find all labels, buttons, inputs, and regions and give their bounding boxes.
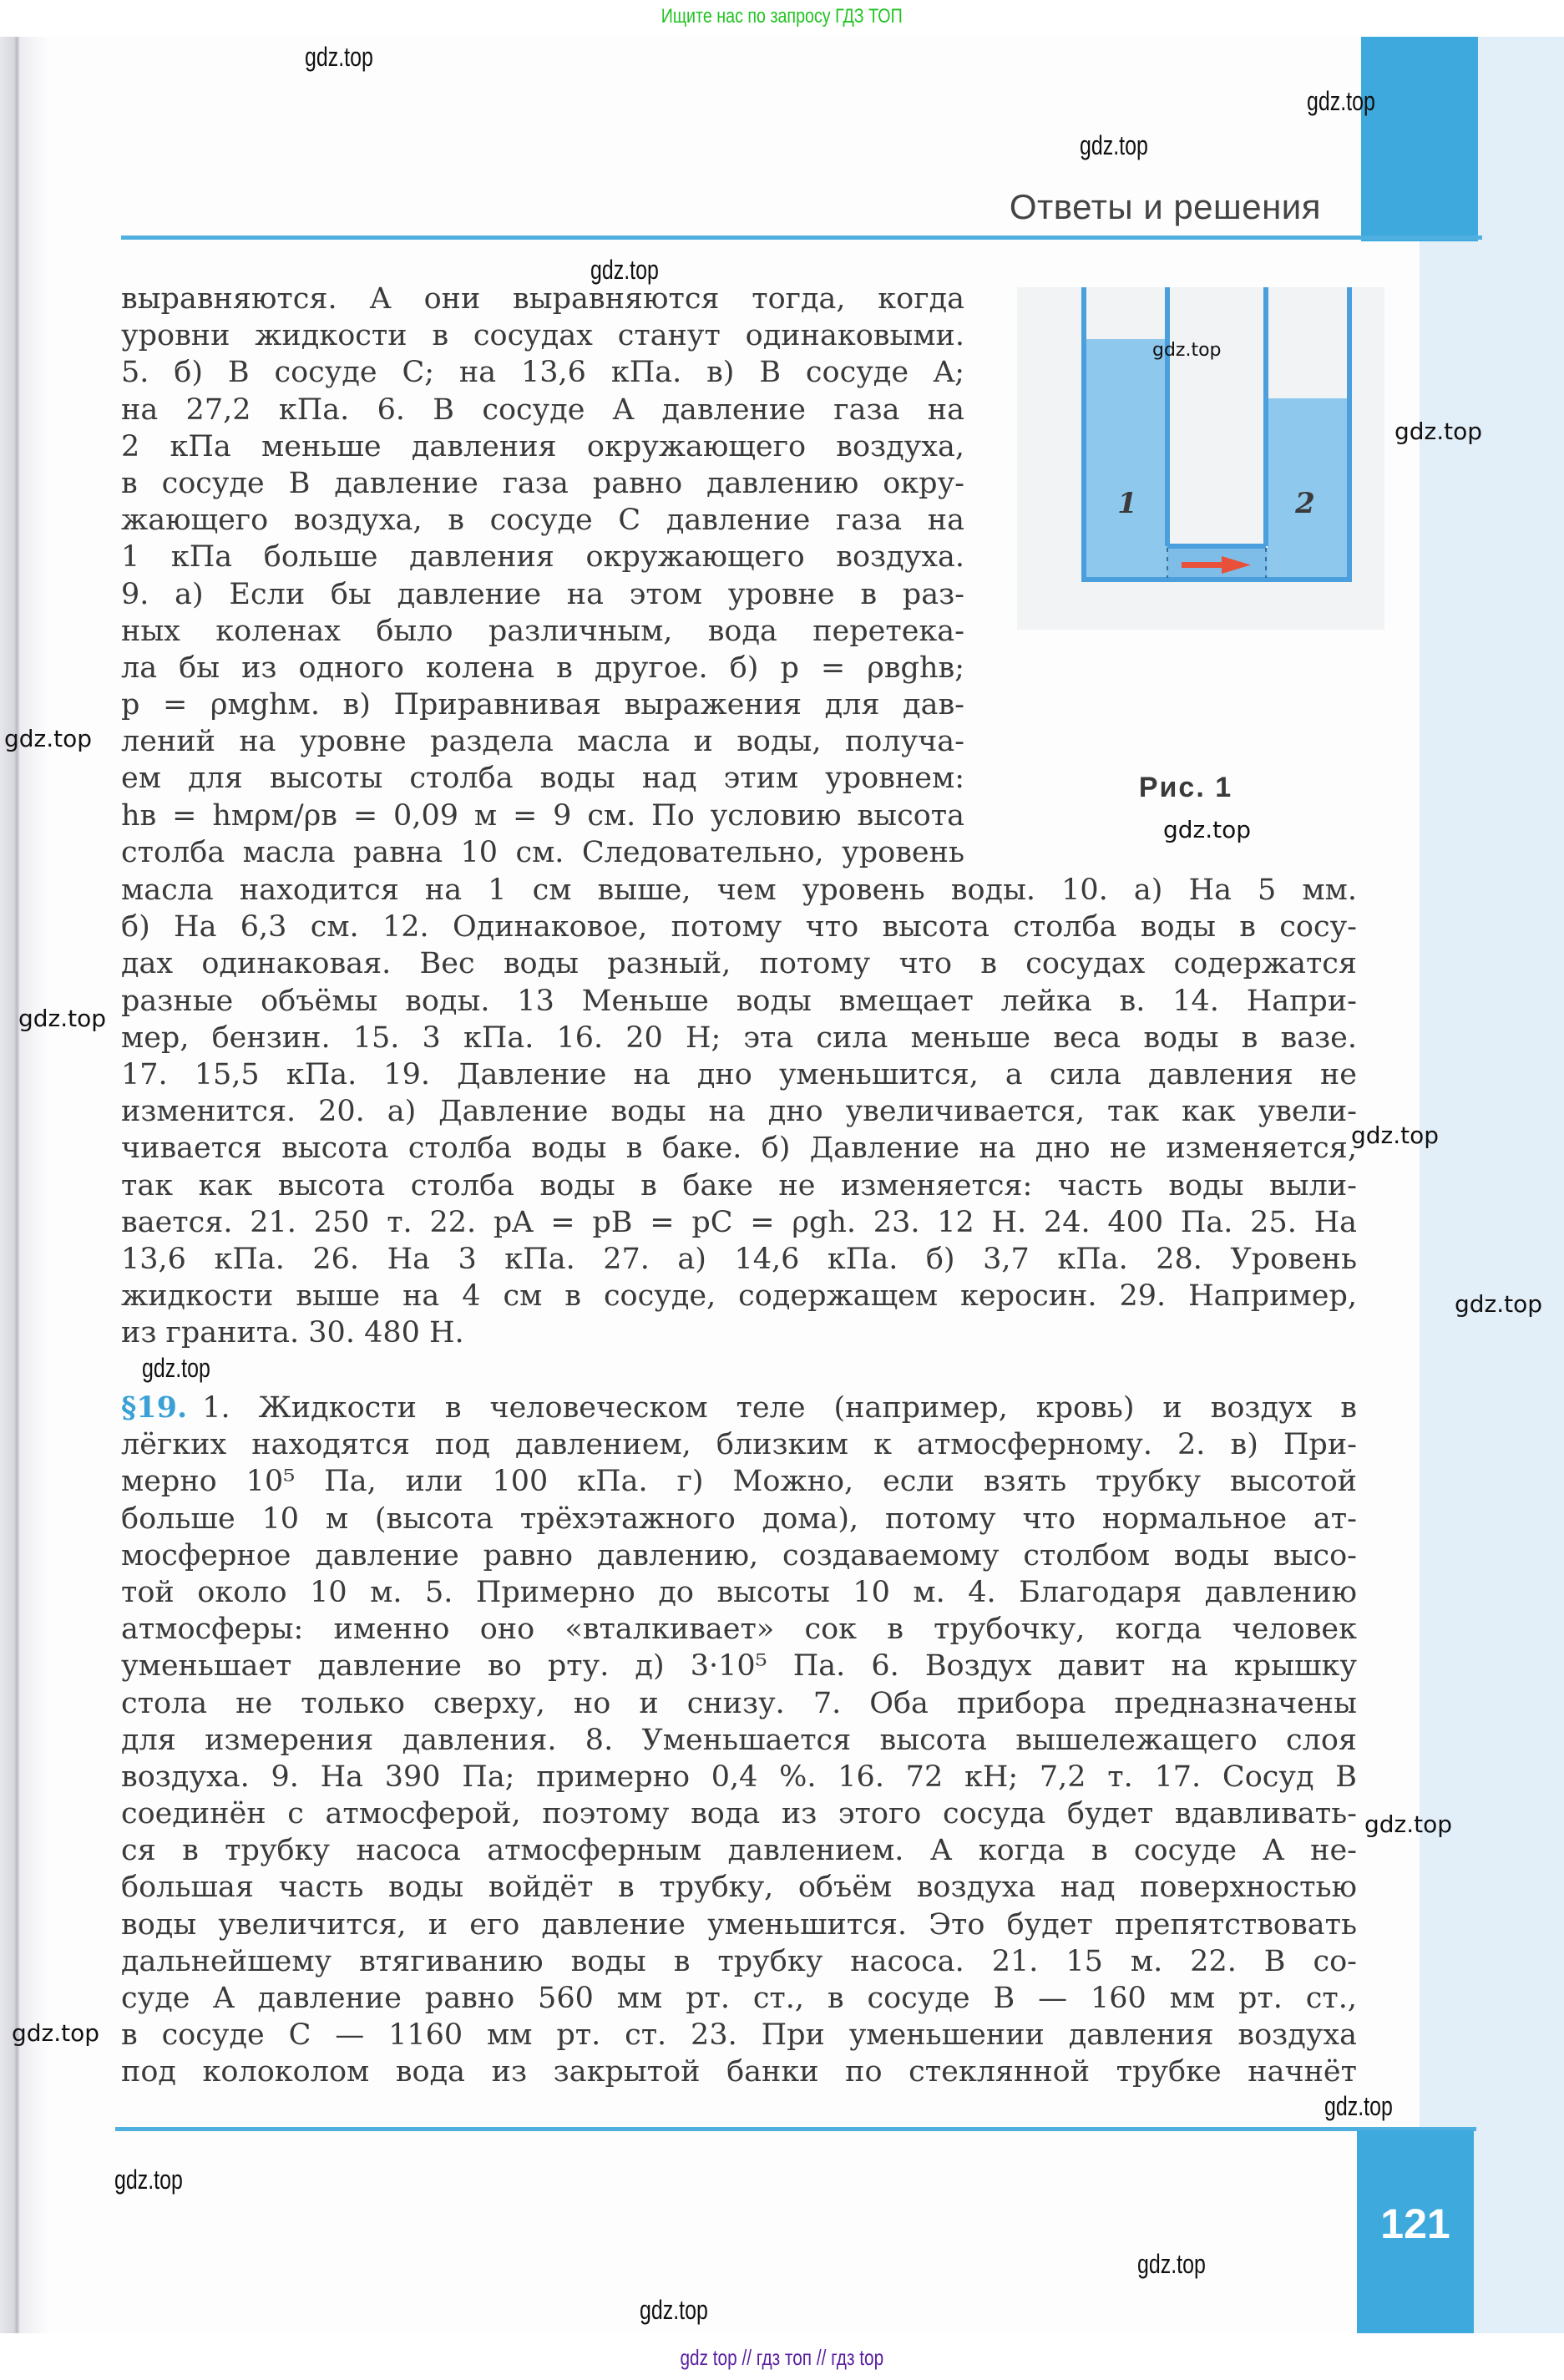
- text-line: лёгких находятся под давлением, близким к атмосферному. 2. в) При-: [121, 1428, 1357, 1462]
- text-line: уменьшает давление во рту. д) 3·10⁵ Па. 6. Воздух давит на крышку: [121, 1649, 1357, 1684]
- text-line: атмосферы: именно оно «вталкивает» сок в трубочку, когда человек: [121, 1613, 1357, 1647]
- page-header-title: Ответы и решения: [1009, 187, 1321, 226]
- text-line: столба масла равна 10 см. Следовательно, уровень: [121, 835, 964, 869]
- text-line: 5. б) В сосуде C; на 13,6 кПа. в) В сосуде A;: [121, 356, 964, 390]
- text-line: стола не только сверху, но и снизу. 7. Оба прибора предназначены: [121, 1686, 1357, 1720]
- text-line: воздуха. 9. На 390 Па; примерно 0,4 %. 16. 72 кН; 7,2 т. 17. Сосуд B: [121, 1760, 1357, 1794]
- text-line: p = ρмghм. в) Приравнивая выражения для дав-: [121, 688, 964, 722]
- text-line: 2 кПа меньше давления окружающего воздуха,: [121, 429, 964, 463]
- watermark: gdz.top: [18, 1005, 107, 1032]
- text-line: суде A давление равно 560 мм рт. ст., в сосуде B — 160 мм рт. ст.,: [121, 1982, 1357, 2015]
- top-banner-text: Ищите нас по запросу ГДЗ ТОП: [661, 5, 903, 28]
- text-line: больше 10 м (высота трёхэтажного дома), потому что нормальное ат-: [121, 1501, 1357, 1536]
- text-line: соединён с атмосферой, поэтому вода из этого сосуда будет вдавливать-: [121, 1797, 1357, 1831]
- vessels-diagram: [1017, 287, 1384, 630]
- text-line: той около 10 м. 5. Примерно до высоты 10 м. 4. Благодаря давлению: [121, 1575, 1357, 1609]
- watermark: gdz.top: [1455, 1290, 1543, 1318]
- text-line: 9. а) Если бы давление на этом уровне в раз-: [121, 577, 964, 611]
- text-line: из гранита. 30. 480 Н.: [121, 1316, 464, 1350]
- section-tab-top: [1361, 37, 1478, 241]
- watermark: gdz.top: [114, 2165, 183, 2195]
- figure-caption: Рис. 1: [1138, 772, 1233, 803]
- text-line: большая часть воды войдёт в трубку, объём воздуха над поверхностью: [121, 1871, 1357, 1905]
- watermark: gdz.top: [1351, 1122, 1440, 1149]
- watermark: gdz.top: [1163, 816, 1252, 843]
- text-line: масла находится на 1 см выше, чем уровень воды. 10. а) На 5 мм.: [121, 874, 1357, 907]
- text-line: мосферное давление равно давлению, создаваемому столбом воды высо-: [121, 1538, 1357, 1572]
- text-line-content: 1. Жидкости в человеческом теле (например, кровь) и воздух в: [202, 1391, 1357, 1425]
- footer-rule: [115, 2127, 1476, 2131]
- figure-communicating-vessels: [1017, 287, 1384, 630]
- text-line: так как высота столба воды в баке не изменяется: часть воды выли-: [121, 1168, 1357, 1203]
- page-spine-shadow: [0, 37, 50, 2333]
- top-banner: [0, 0, 1564, 37]
- text-line: в сосуде C — 1160 мм рт. ст. 23. При уменьшении давления воздуха: [121, 2018, 1357, 2053]
- text-line: выравняются. А они выравняются тогда, когда: [121, 282, 964, 316]
- book-page: [0, 37, 1564, 2333]
- text-block-wide: [121, 872, 1357, 1351]
- text-line: для измерения давления. 8. Уменьшается высота вышележащего слоя: [121, 1723, 1357, 1757]
- page-margin-strip: [1420, 37, 1564, 2333]
- text-line: уровни жидкости в сосудах станут одинаковыми.: [121, 319, 964, 353]
- text-line: изменится. 20. а) Давление воды на дно увеличивается, так как увели-: [121, 1095, 1357, 1129]
- bottom-banner-text: gdz top // гдз топ // гдз top: [680, 2345, 884, 2370]
- text-line: ем для высоты столба воды над этим уровнем:: [121, 762, 964, 796]
- text-line: мерно 10⁵ Па, или 100 кПа. г) Можно, если взять трубку высотой: [121, 1465, 1357, 1499]
- text-line: чивается высота столба воды в баке. б) Давление на дно не изменяется,: [121, 1132, 1357, 1166]
- watermark: gdz.top: [142, 1353, 210, 1383]
- watermark: gdz.top: [1307, 86, 1375, 116]
- section-label: §19.: [121, 1390, 188, 1425]
- text-block-narrow: [121, 281, 964, 871]
- text-line: жающего воздуха, в сосуде C давление газа на: [121, 504, 964, 538]
- watermark: gdz.top: [1152, 340, 1222, 361]
- watermark: gdz.top: [640, 2295, 708, 2325]
- watermark: gdz.top: [1080, 130, 1148, 160]
- text-line: воды увеличится, и его давление уменьшится. Это будет препятствовать: [121, 1907, 1357, 1942]
- watermark: gdz.top: [1364, 1810, 1453, 1838]
- watermark: gdz.top: [305, 42, 373, 72]
- text-line: ся в трубку насоса атмосферным давлением. А когда в сосуде A не-: [121, 1834, 1357, 1868]
- watermark: gdz.top: [4, 725, 93, 752]
- watermark: gdz.top: [1137, 2249, 1206, 2279]
- text-line: дальнейшему втягиванию воды в трубку насоса. 21. 15 м. 22. В со-: [121, 1944, 1357, 1978]
- text-line: [121, 1390, 1357, 1426]
- page-number: 121: [1380, 2200, 1450, 2247]
- text-line: вается. 21. 250 т. 22. pA = pB = pC = ρgh. 23. 12 Н. 24. 400 Па. 25. На: [121, 1205, 1357, 1239]
- vessel-label-1: 1: [1117, 487, 1137, 520]
- text-line: ла бы из одного колена в другое. б) p = ρвghв;: [121, 651, 964, 685]
- watermark: gdz.top: [1324, 2091, 1393, 2121]
- bottom-banner: [0, 2338, 1564, 2380]
- header-rule: [121, 235, 1482, 240]
- text-line: ных коленах было различным, вода перетека-: [121, 614, 964, 648]
- watermark: gdz.top: [1394, 418, 1483, 445]
- text-line: в сосуде B давление газа равно давлению окру-: [121, 466, 964, 500]
- vessel-label-2: 2: [1295, 487, 1315, 520]
- text-line: б) На 6,3 см. 12. Одинаковое, потому что высота столба воды в сосу-: [121, 910, 1357, 944]
- text-line: дах одинаковая. Вес воды разный, потому что в сосудах содержатся: [121, 947, 1357, 981]
- text-line: 17. 15,5 кПа. 19. Давление на дно уменьшится, а сила давления не: [121, 1057, 1357, 1091]
- text-line: 13,6 кПа. 26. На 3 кПа. 27. а) 14,6 кПа. б) 3,7 кПа. 28. Уровень: [121, 1242, 1357, 1276]
- watermark: gdz.top: [590, 255, 659, 285]
- text-line: hв = hмρм/ρв = 0,09 м = 9 см. По условию высота: [121, 798, 964, 833]
- text-line: на 27,2 кПа. 6. В сосуде A давление газа на: [121, 392, 964, 427]
- text-line: мер, бензин. 15. 3 кПа. 16. 20 Н; эта сила меньше веса воды в вазе.: [121, 1020, 1357, 1055]
- text-line: 1 кПа больше давления окружающего воздуха.: [121, 540, 964, 575]
- text-line: под колоколом вода из закрытой банки по стеклянной трубке начнёт: [121, 2055, 1357, 2089]
- text-line: лений на уровне раздела масла и воды, получа-: [121, 725, 964, 759]
- section-19-block: [121, 1390, 1357, 2091]
- text-line: разные объёмы воды. 13 Меньше воды вмещает лейка в. 14. Напри-: [121, 984, 1357, 1018]
- text-line: жидкости выше на 4 см в сосуде, содержащем керосин. 29. Например,: [121, 1279, 1357, 1314]
- watermark: gdz.top: [12, 2019, 100, 2047]
